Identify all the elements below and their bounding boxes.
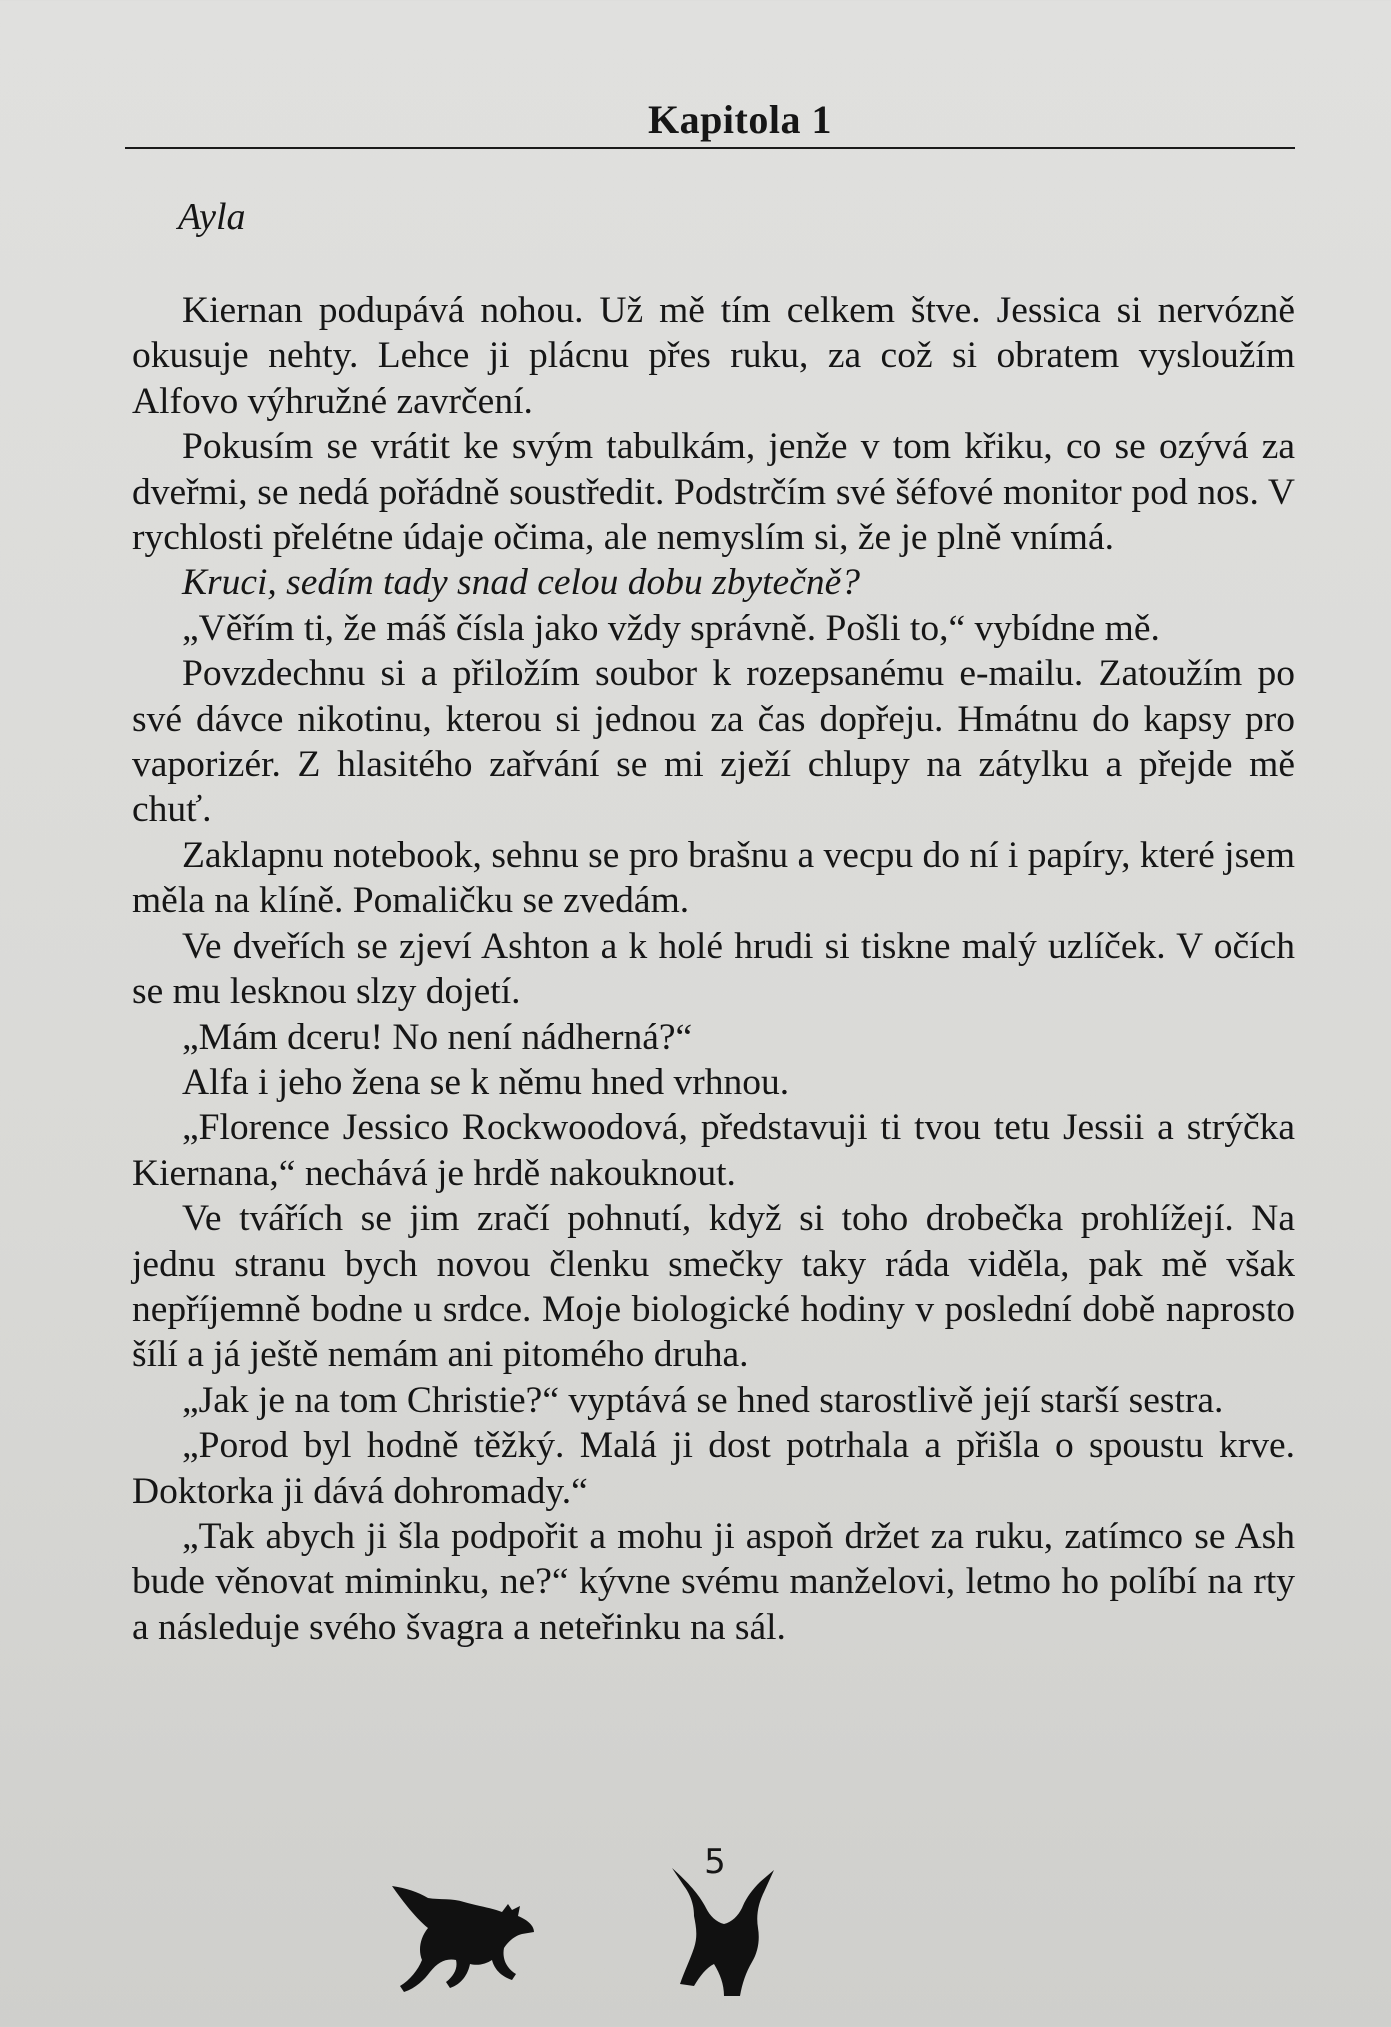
paragraph: „Tak abych ji šla podpořit a mohu ji aspoň držet za ruku, zatímco se Ash bude věnovat miminku, ne?“ kývne svému manželovi, letmo ho políbí na rty a následuje svého švagra a neteřinku na sál. (132, 1515, 1295, 1648)
running-wolf-icon (388, 1876, 538, 1996)
paragraph: „Jak je na tom Christie?“ vyptává se hned starostlivě její starší sestra. (182, 1379, 1224, 1421)
paragraph: „Mám dceru! No není nádherná?“ (182, 1016, 693, 1058)
chapter-body (132, 288, 1295, 1650)
paragraph: „Porod byl hodně těžký. Malá ji dost potrhala a přišla o spoustu krve. Doktorka ji dává dohromady.“ (132, 1425, 1295, 1512)
paragraph: Pokusím se vrátit ke svým tabulkám, jenže v tom křiku, co se ozývá za dveřmi, se nedá pořádně soustředit. Podstrčím své šéfové monitor pod nos. V rychlosti přelétne údaje očima, ale nemyslím si, že je plně vnímá. (132, 426, 1295, 559)
paragraph: Kruci, sedím tady snad celou dobu zbytečně? (182, 562, 860, 604)
paragraph: Alfa i jeho žena se k němu hned vrhnou. (182, 1061, 790, 1103)
paragraph: Zaklapnu notebook, sehnu se pro brašnu a vecpu do ní i papíry, které jsem měla na klíně. Pomaličku se zvedám. (132, 834, 1295, 922)
paragraph: Ve tvářích se jim zračí pohnutí, když si toho drobečka prohlížejí. Na jednu stranu bych novou členku smečky taky ráda viděla, pak mě však nepříjemně bodne u srdce. Moje biologické hodiny v poslední době naprosto šílí a já ještě nemám ani pitomého druha. (132, 1198, 1295, 1376)
paragraph: Kiernan podupává nohou. Už mě tím celkem štve. Jessica si nervózně okusuje nehty. Lehce ji plácnu přes ruku, za což si obratem vysloužím Alfovo výhružné zavrčení. (132, 290, 1295, 422)
paragraph: „Věřím ti, že máš čísla jako vždy správně. Pošli to,“ vybídne mě. (182, 607, 1160, 649)
page-number: 5 (704, 1842, 726, 1882)
howling-wolves-icon (654, 1864, 778, 2002)
title-divider (125, 147, 1295, 149)
pov-character-name: Ayla (178, 196, 246, 238)
paragraph: Ve dveřích se zjeví Ashton a k holé hrudi si tiskne malý uzlíček. V očích se mu lesknou slzy dojetí. (132, 925, 1295, 1013)
paragraph: Povzdechnu si a přiložím soubor k rozepsanému e-mailu. Zatoužím po své dávce nikotinu, kterou si jednou za čas dopřeju. Hmátnu do kapsy pro vaporizér. Z hlasitého zařvání se mi zježí chlupy na zátylku a přejde mě chuť. (132, 653, 1295, 831)
chapter-title: Kapitola 1 (648, 97, 832, 142)
paragraph: „Florence Jessico Rockwoodová, představuji ti tvou tetu Jessii a strýčka Kiernana,“ nechává je hrdě nakouknout. (132, 1107, 1295, 1194)
